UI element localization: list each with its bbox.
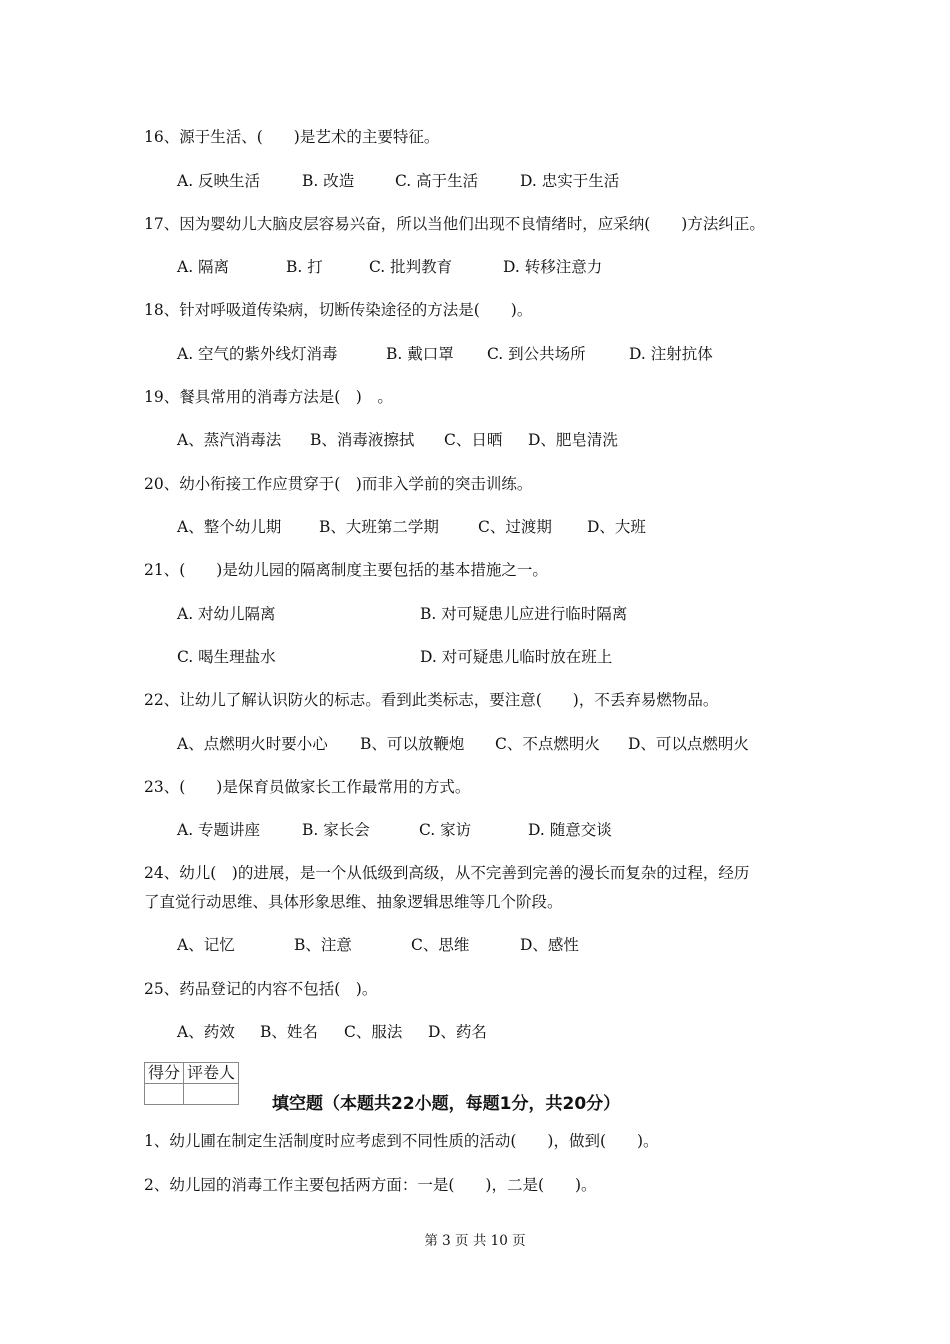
question-19: 19、餐具常用的消毒方法是( ) 。	[144, 388, 393, 406]
option-a: A、整个幼儿期	[177, 518, 282, 536]
option-d: D. 注射抗体	[629, 345, 713, 363]
grader-cell	[184, 1084, 239, 1105]
option-c: C. 高于生活	[395, 172, 479, 190]
option-a: A、点燃明火时要小心	[177, 735, 328, 753]
section-title: 填空题（本题共22小题，每题1分，共20分）	[272, 1094, 621, 1114]
question-20: 20、幼小衔接工作应贯穿于( )而非入学前的突击训练。	[144, 475, 533, 493]
option-d: D、可以点燃明火	[628, 735, 749, 753]
score-cell	[145, 1084, 184, 1105]
option-a: A、记忆	[177, 936, 235, 954]
fill-question-2: 2、幼儿园的消毒工作主要包括两方面：一是( )，二是( )。	[144, 1176, 597, 1194]
option-c: C. 到公共场所	[487, 345, 586, 363]
question-25: 25、药品登记的内容不包括( )。	[144, 980, 378, 998]
option-a: A. 对幼儿隔离	[177, 605, 276, 623]
option-c: C、日晒	[444, 431, 503, 449]
option-b: B. 对可疑患儿应进行临时隔离	[420, 605, 628, 623]
question-16: 16、源于生活、( )是艺术的主要特征。	[144, 128, 440, 146]
option-c: C、过渡期	[478, 518, 552, 536]
question-21: 21、( )是幼儿园的隔离制度主要包括的基本措施之一。	[144, 561, 548, 579]
option-c: C、服法	[344, 1023, 403, 1041]
option-b: B、可以放鞭炮	[360, 735, 465, 753]
option-c: C、思维	[411, 936, 470, 954]
question-24: 24、幼儿( )的进展，是一个从低级到高级，从不完善到完善的漫长而复杂的过程，经历	[144, 864, 750, 882]
option-a: A. 空气的紫外线灯消毒	[177, 345, 338, 363]
option-b: B. 改造	[302, 172, 355, 190]
option-b: B、大班第二学期	[319, 518, 439, 536]
question-23: 23、( )是保育员做家长工作最常用的方式。	[144, 778, 471, 796]
option-d: D、感性	[520, 936, 579, 954]
score-table	[144, 1062, 239, 1105]
option-b: B. 戴口罩	[386, 345, 454, 363]
option-b: B. 家长会	[302, 821, 370, 839]
option-b: B、注意	[294, 936, 352, 954]
option-b: B、姓名	[260, 1023, 318, 1041]
option-d: D. 转移注意力	[503, 258, 603, 276]
option-d: D、肥皂清洗	[528, 431, 618, 449]
option-b: B. 打	[286, 258, 323, 276]
question-17: 17、因为婴幼儿大脑皮层容易兴奋，所以当他们出现不良情绪时，应采纳( )方法纠正。	[144, 215, 765, 233]
option-a: A. 隔离	[177, 258, 230, 276]
question-24-continued: 了直觉行动思维、具体形象思维、抽象逻辑思维等几个阶段。	[144, 893, 563, 911]
score-header: 得分	[145, 1063, 184, 1084]
option-c: C. 家访	[419, 821, 472, 839]
option-a: A、药效	[177, 1023, 235, 1041]
option-d: D. 随意交谈	[528, 821, 612, 839]
option-c: C、不点燃明火	[495, 735, 600, 753]
question-18: 18、针对呼吸道传染病，切断传染途径的方法是( )。	[144, 301, 533, 319]
option-d: D、药名	[428, 1023, 487, 1041]
option-d: D. 忠实于生活	[520, 172, 620, 190]
option-d: D. 对可疑患儿临时放在班上	[420, 648, 613, 666]
option-d: D、大班	[587, 518, 646, 536]
option-a: A. 专题讲座	[177, 821, 261, 839]
grader-header: 评卷人	[184, 1063, 239, 1084]
option-c: C. 喝生理盐水	[177, 648, 276, 666]
page-footer: 第 3 页 共 10 页	[424, 1233, 526, 1249]
question-22: 22、让幼儿了解认识防火的标志。看到此类标志，要注意( )，不丢弃易燃物品。	[144, 691, 719, 709]
option-c: C. 批判教育	[369, 258, 453, 276]
option-b: B、消毒液擦拭	[310, 431, 415, 449]
option-a: A、蒸汽消毒法	[177, 431, 282, 449]
fill-question-1: 1、幼儿圃在制定生活制度时应考虑到不同性质的活动( )，做到( )。	[144, 1132, 659, 1150]
option-a: A. 反映生活	[177, 172, 261, 190]
